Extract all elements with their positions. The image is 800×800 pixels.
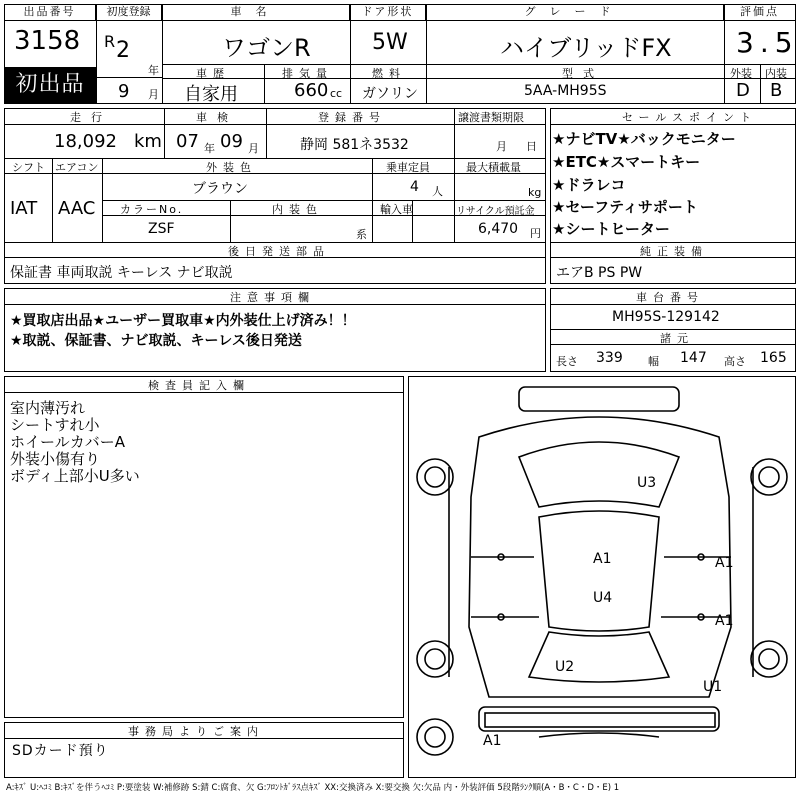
mark-u1: U1 [703,679,723,695]
load-label: 最大積載量 [466,161,521,174]
inspector-line: ホイールカバーA [10,433,125,451]
height: 165 [760,350,787,366]
capacity-unit: 人 [432,185,443,198]
length-label: 長さ [556,355,578,368]
ext-grade: D [736,80,750,101]
displacement-unit: cc [330,87,343,100]
car-outline [409,377,795,777]
inspection-year: 07 [176,131,199,152]
inspection-month: 09 [220,131,243,152]
standard-equipment: エアB PS PW [556,265,643,281]
mark-a1-right-bottom: A1 [715,613,734,629]
inspector-line: ボディ上部小U多い [10,467,140,485]
mark-u4: U4 [593,590,613,606]
first-reg-label: 初度登録 [96,4,162,21]
first-listing-badge [4,67,96,104]
reg-year: 2 [116,38,130,63]
mark-a1-bottom-left: A1 [483,733,502,749]
history: 自家用 [184,84,238,105]
history-label: 車歴 [196,67,230,80]
notes-label: 注意事項欄 [230,291,315,304]
color-no: ZSF [148,221,175,237]
displacement-label: 排気量 [282,67,333,80]
shift-label: シフト [12,161,45,174]
score: 3.5 [736,26,799,59]
mileage-unit: km [134,131,162,152]
load-unit: kg [528,186,542,199]
import-label: 輸入車 [380,203,413,216]
office-label: 事務局よりご案内 [128,725,264,738]
int-grade: B [770,80,783,101]
era: R [104,32,116,51]
first-listing-text: 初出品 [15,72,85,97]
month-unit: 月 [148,88,159,101]
door-type: 5W [372,30,408,55]
inspector-label: 検査員記入欄 [148,379,250,392]
standard-label: 純正装備 [640,245,708,258]
lot-no-label: 出品番号 [4,4,96,21]
length: 339 [596,350,623,366]
mark-a1-center: A1 [593,551,612,567]
grade: ハイブリッドFX [500,34,672,62]
shift: IAT [10,198,38,219]
sales-item: ★シートヒーター [552,220,670,238]
plate-label: 登録番号 [318,111,386,124]
inspector-line: シートすれ小 [10,416,100,434]
dims-label: 諸元 [660,332,694,345]
recycle-unit: 円 [530,227,541,240]
capacity: 4 [410,179,419,195]
sales-item: ★ナビTV★バックモニター [552,130,736,148]
int-color-label: 内装色 [272,203,323,216]
fuel: ガソリン [362,86,418,102]
fuel-label: 燃料 [372,67,406,80]
chassis-number: MH95S-129142 [612,309,720,325]
mileage: 18,092 [54,131,117,152]
int-label: 内装 [765,67,787,80]
mark-a1-right-top: A1 [715,555,734,571]
reg-month: 9 [118,81,130,102]
ac: AAC [58,198,96,219]
score-label: 評価点 [724,4,796,21]
plate-number: 静岡 581ネ3532 [300,137,409,153]
inspection-year-unit: 年 [204,142,215,155]
color-label: 外装色 [206,161,257,174]
mark-u3: U3 [637,475,657,491]
transfer-label: 譲渡書類期限 [458,111,524,124]
mileage-label: 走行 [70,111,112,124]
ac-label: エアコン [55,161,99,174]
transfer-day: 日 [526,140,537,153]
inspector-line: 外装小傷有り [10,450,101,468]
door-label: ドア形状 [350,4,426,21]
sales-item: ★ETC★スマートキー [552,153,701,171]
type-label: 型式 [562,67,604,80]
grade-label: グレード [426,4,724,21]
exterior-color: ブラウン [192,181,248,197]
chassis-label: 車台番号 [636,291,704,304]
transfer-month: 月 [496,140,507,153]
int-color-unit: 系 [356,228,367,241]
car-diagram [408,376,796,778]
legend-footer: A:ｷｽﾞ U:ﾍｺﾐ B:ｷｽﾞを伴うﾍｺﾐ P:要塗装 W:補修跡 S:錆 C:腐食、欠 G:ﾌﾛﾝﾄｶﾞﾗｽ点ｷｽﾞ XX:交換済み X:要交換 欠:欠品 内・外装評価 5段階ﾗﾝｸ順(A・B・C・D・E) 1 [6,783,620,793]
recycle-label: リサイクル預託金 [456,206,535,217]
width: 147 [680,350,707,366]
ext-label: 外装 [730,67,752,80]
capacity-label: 乗車定員 [386,161,430,174]
displacement: 660 [294,80,329,101]
notes-line: ★取説、保証書、ナビ取説、キーレス後日発送 [10,333,302,349]
model-label: 車名 [162,4,350,21]
recycle-fee: 6,470 [478,221,519,237]
year-unit: 年 [148,64,159,77]
lot-no: 3158 [14,26,81,56]
inspection-month-unit: 月 [248,142,259,155]
notes-line: ★買取店出品★ユーザー買取車★内外装仕上げ済み！！ [10,313,356,329]
office-notice: SDカード預り [12,743,109,759]
sales-item: ★セーフティサポート [552,198,698,216]
model-type: 5AA-MH95S [524,83,607,99]
mark-u2: U2 [555,659,575,675]
inspector-line: 室内薄汚れ [10,399,86,417]
sales-item: ★ドラレコ [552,176,626,194]
later-parts-label: 後日発送部品 [228,245,330,258]
inspection-label: 車検 [196,111,238,124]
sales-label: セールスポイント [622,111,758,124]
height-label: 高さ [724,355,746,368]
width-label: 幅 [648,355,659,368]
model-name: ワゴンR [222,34,311,62]
color-no-label: カラーNo. [120,203,184,216]
later-parts: 保証書 車両取説 キーレス ナビ取説 [10,265,233,281]
